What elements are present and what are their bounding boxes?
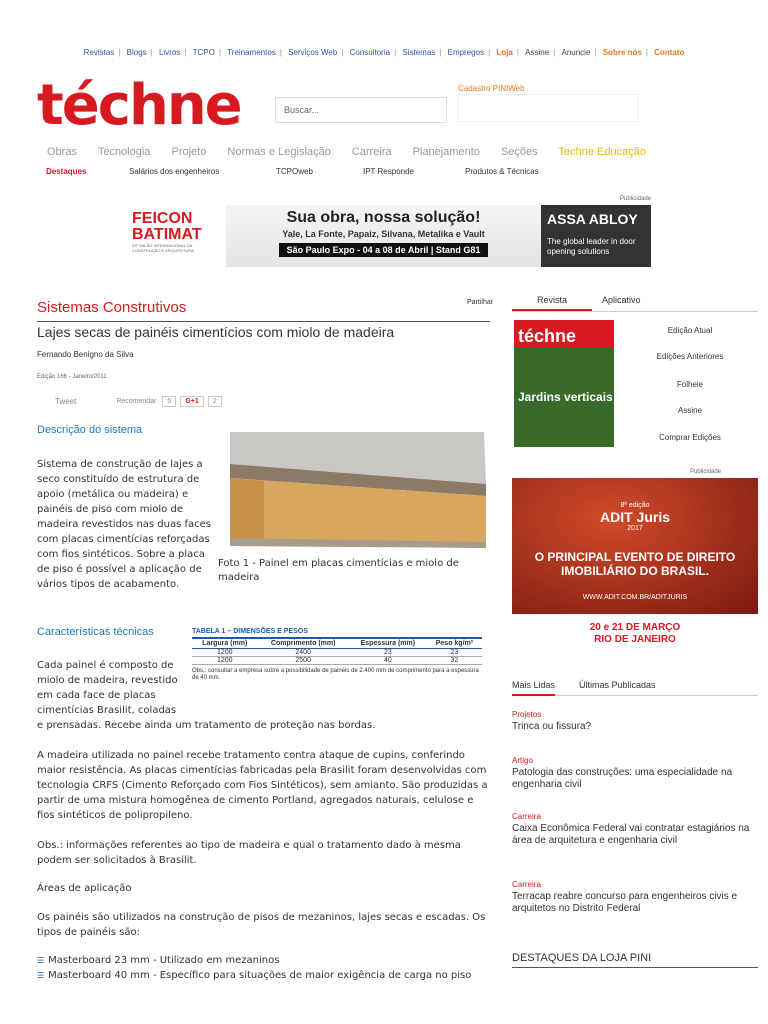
subnav-ipt-responde[interactable]: IPT Responde — [363, 167, 414, 176]
panel-photo-image — [224, 426, 490, 553]
list-item: ☰ Masterboard 23 mm - Utilizado em mezaninos — [37, 953, 471, 968]
banner-expo: São Paulo Expo - 04 a 08 de Abril | Stand G81 — [279, 243, 489, 257]
recomendar-count: 5 — [162, 396, 176, 407]
adit-url: WWW.ADIT.COM.BR/ADITJURIS — [582, 594, 688, 601]
adit-edition: 8ª edição — [620, 502, 650, 509]
subnav-salarios[interactable]: Salários dos engenheiros — [129, 167, 220, 176]
batimat-text: BATIMAT — [132, 226, 202, 243]
table-row — [192, 649, 482, 657]
magazine-cover[interactable] — [514, 320, 614, 447]
link-comprar-edicoes[interactable]: Comprar Edições — [659, 433, 721, 442]
caracteristicas-heading: Características técnicas — [37, 626, 154, 638]
loja-pini-heading: DESTAQUES DA LOJA PINI — [512, 952, 758, 968]
col-largura: Largura (mm) — [192, 638, 257, 649]
caracteristicas-paragraph-end: e prensadas. Recebe ainda um tratamento de proteção nas bordas. — [37, 720, 376, 731]
feicon-banner-ad[interactable] — [126, 205, 651, 267]
mainnav-planejamento[interactable]: Planejamento — [412, 146, 480, 158]
article-edition: Edição 166 - Janeiro/2011 — [37, 374, 107, 380]
topnav-revistas[interactable]: Revistas — [83, 48, 115, 57]
obs-paragraph: Obs.: informações referentes ao tipo de madeira e qual o tratamento dado à mesma podem ser solicitados à Brasilit. — [37, 840, 461, 866]
recomendar-button[interactable]: Recomendar — [116, 398, 157, 405]
assa-abloy-text: ASSA ABLOY — [547, 211, 638, 227]
descricao-heading: Descrição do sistema — [37, 424, 143, 436]
cadastro-label[interactable]: Cadastro PINIWeb — [458, 84, 525, 93]
topnav-consultoria[interactable]: Consultoria — [349, 48, 391, 57]
madeira-paragraph: A madeira utilizada no painel recebe tratamento contra ataque de cupins, conferindo maior resistência. As placas cimentícias fabricadas pela Brasilit foram desenvolvidas com tecnologia CRFS (Cimento Reforçado com Fios Sintéticos), sem amianto. São produzidas a partir de uma mistura homogênea de cimento Portland, agregados naturais, celulose e fios sintéticos de polipropileno. — [37, 750, 488, 821]
table-cell: 32 — [427, 657, 482, 665]
topnav-sistemas[interactable]: Sistemas — [402, 48, 436, 57]
table-cell: 1200 — [192, 657, 257, 665]
list-item[interactable] — [512, 756, 752, 791]
table-title: TABELA 1 – DIMENSÕES E PESOS — [192, 628, 308, 635]
article-title: Lajes secas de painéis cimentícios com miolo de madeira — [37, 324, 395, 340]
caracteristicas-paragraph: Cada painel é composto de miolo de madeira, revestido em cada face de placas cimentícias Brasilit, coladas — [37, 660, 178, 716]
table-cell: 2500 — [257, 657, 348, 665]
descricao-paragraph: Sistema de construção de lajes a seco constituído de estrutura de apoio (metálica ou madeira) e painéis de piso com miolo de madeira revestidos nas duas faces com placas cimentícias reforçadas com fios sintéticos. Sobre a placa de piso é possível a aplicação de vários tipos de acabamento. — [37, 459, 212, 590]
tab-mais-lidas[interactable]: Mais Lidas — [512, 680, 555, 696]
mainnav-techne-educacao[interactable]: Techne Educação — [558, 146, 646, 158]
table-note: Obs.: consultar a empresa sobre a possibilidade de painéis de 2.400 mm de comprimento para a espessura de 40 mm. — [192, 668, 479, 682]
feicon-text: FEICON — [132, 210, 193, 227]
subnav-tcpoweb[interactable]: TCPOweb — [276, 167, 313, 176]
search-input[interactable]: Buscar... — [275, 97, 447, 123]
topnav-blogs[interactable]: Blogs — [126, 48, 147, 57]
item-title[interactable]: Trinca ou fissura? — [512, 721, 592, 732]
list-item[interactable] — [512, 710, 752, 733]
techne-logo[interactable]: téchne — [37, 73, 241, 138]
table-cell: 23 — [427, 649, 482, 657]
col-espessura: Espessura (mm) — [349, 638, 427, 649]
topnav-livros[interactable]: Livros — [158, 48, 181, 57]
areas-heading: Áreas de aplicação — [37, 883, 132, 894]
adit-name: ADIT Juris — [599, 509, 670, 525]
feicon-subtitle: 23º SALÃO INTERNACIONAL DA CONSTRUÇÃO E ARQUITETURA — [132, 243, 194, 253]
dimensions-table — [192, 628, 482, 682]
topnav-contato[interactable]: Contato — [654, 48, 685, 57]
mais-lidas-tabs — [512, 678, 758, 696]
mainnav-normas[interactable]: Normas e Legislação — [227, 146, 331, 158]
feicon-logo — [126, 205, 226, 267]
link-edicoes-anteriores[interactable]: Edições Anteriores — [656, 352, 724, 361]
cadastro-box[interactable] — [458, 94, 638, 122]
photo-caption: Foto 1 - Painel em placas cimentícias e miolo de madeira — [218, 558, 459, 583]
google-plus-count: 2 — [208, 396, 222, 407]
adit-juris-ad[interactable] — [512, 478, 758, 614]
assa-abloy-tagline: The global leader in door opening solutions — [547, 237, 636, 256]
link-edicao-atual[interactable]: Edição Atual — [667, 326, 713, 335]
assa-abloy-logo — [541, 205, 651, 267]
table-row — [192, 657, 482, 665]
cover-logo: téchne — [518, 326, 577, 346]
publicidade-label: Publicidade — [620, 196, 652, 202]
topnav-tcpo[interactable]: TCPO — [192, 48, 215, 57]
panel-types-list — [37, 953, 471, 983]
revista-tabs — [512, 292, 758, 312]
banner-message — [226, 205, 541, 267]
tab-revista[interactable]: Revista — [512, 295, 592, 311]
topnav-servicos-web[interactable]: Serviços Web — [288, 48, 338, 57]
table-cell: 23 — [349, 649, 427, 657]
adit-date — [512, 622, 758, 646]
tab-aplicativo[interactable]: Aplicativo — [602, 295, 641, 305]
link-assine[interactable]: Assine — [677, 406, 702, 415]
dimensions-grid — [192, 637, 482, 665]
item-title[interactable]: Terracap reabre concurso para engenheiros civis e arquitetos no Distrito Federal — [512, 891, 738, 914]
tab-ultimas-publicadas[interactable]: Últimas Publicadas — [579, 680, 656, 690]
adit-date-line: 20 e 21 DE MARÇO — [589, 622, 681, 633]
topnav-assine[interactable]: Assine — [525, 48, 550, 57]
mainnav-tecnologia[interactable]: Tecnologia — [97, 146, 151, 158]
item-category[interactable]: Carreira — [512, 880, 541, 889]
partilhar-button[interactable]: Partilhar — [467, 299, 494, 306]
item-category[interactable]: Projetos — [512, 710, 542, 719]
topnav-empregos[interactable]: Empregos — [447, 48, 485, 57]
item-title[interactable]: Caixa Econômica Federal vai contratar estagiários na área de arquitetura e engenharia civil — [512, 823, 750, 846]
col-comprimento: Comprimento (mm) — [257, 638, 348, 649]
section-divider — [37, 321, 490, 322]
banner-brands: Yale, La Fonte, Papaiz, Silvana, Metalika e Vault — [282, 229, 485, 239]
topnav-sobre-nos[interactable]: Sobre nós — [602, 48, 642, 57]
subnav-produtos-tecnicas[interactable]: Produtos & Técnicas — [465, 167, 539, 176]
social-share-bar — [55, 396, 226, 407]
adit-city-line: RIO DE JANEIRO — [594, 634, 676, 645]
adit-main-text: O PRINCIPAL EVENTO DE DIREITO IMOBILIÁRIO DO BRASIL. — [534, 550, 736, 578]
main-navigation — [47, 146, 664, 158]
topnav-treinamentos[interactable]: Treinamentos — [227, 48, 276, 57]
google-plus-button[interactable]: G+1 — [180, 396, 203, 407]
topnav-anuncie[interactable]: Anuncie — [561, 48, 591, 57]
item-category[interactable]: Carreira — [512, 812, 541, 821]
col-peso: Peso kg/m² — [427, 638, 482, 649]
table-cell: 1200 — [192, 649, 257, 657]
subnav-destaques[interactable]: Destaques — [46, 167, 87, 176]
banner-slogan: Sua obra, nossa solução! — [286, 209, 481, 226]
cover-headline: Jardins verticais — [518, 390, 613, 404]
item-title[interactable]: Patologia das construções: uma especialidade na engenharia civil — [512, 767, 733, 790]
article-author: Fernando Benigno da Silva — [37, 350, 134, 359]
list-item[interactable] — [512, 812, 752, 847]
tweet-button[interactable]: Tweet — [55, 397, 77, 406]
sub-navigation — [0, 167, 768, 179]
panel-photo — [224, 426, 490, 553]
topnav-loja[interactable]: Loja — [496, 48, 513, 57]
mainnav-secoes[interactable]: Seções — [500, 146, 538, 158]
link-folheie[interactable]: Folheie — [676, 380, 704, 389]
list-item: ☰ Masterboard 40 mm - Específico para situações de maior exigência de carga no piso — [37, 968, 471, 983]
mainnav-obras[interactable]: Obras — [47, 146, 77, 158]
publicidade-label-side: Publicidade — [690, 469, 722, 475]
mainnav-projeto[interactable]: Projeto — [171, 146, 207, 158]
list-item[interactable] — [512, 880, 752, 915]
paineis-paragraph: Os painéis são utilizados na construção de pisos de mezaninos, lajes secas e escadas. Os tipos de painéis são: — [37, 912, 486, 938]
top-navigation: Revistas | Blogs | Livros | TCPO | Treinamentos | Serviços Web | Consultoria | Sistemas | Empregos | Loja | Assine | Anuncie | Sobre nós | Contato — [0, 48, 768, 57]
adit-year: 2017 — [627, 525, 643, 532]
mainnav-carreira[interactable]: Carreira — [351, 146, 392, 158]
table-cell: 2400 — [257, 649, 348, 657]
section-title[interactable]: Sistemas Construtivos — [37, 299, 187, 316]
table-cell: 40 — [349, 657, 427, 665]
item-category[interactable]: Artigo — [512, 756, 533, 765]
